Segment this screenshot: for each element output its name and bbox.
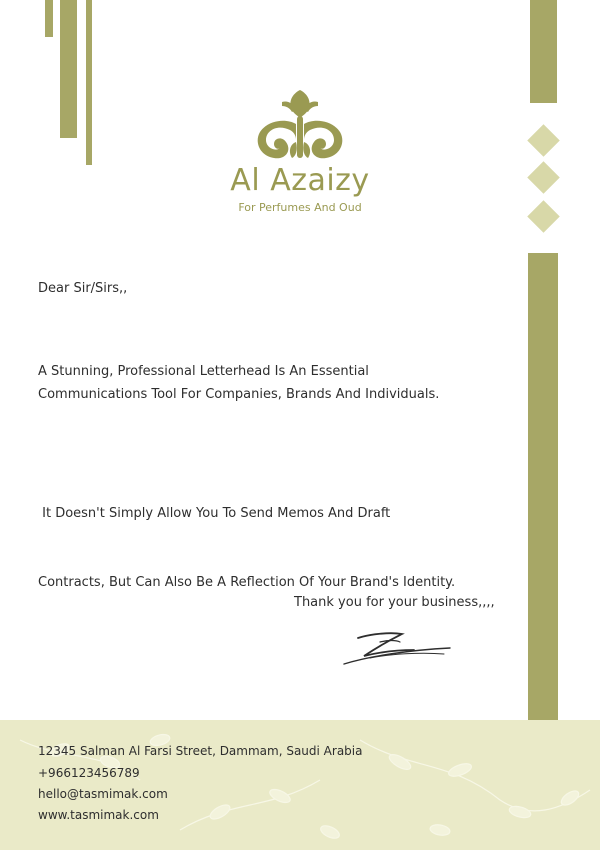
footer-panel [0,720,600,850]
flower-ornament-icon [252,84,348,168]
decor-bar-3 [86,0,92,165]
paragraph-1-line-1: A Stunning, Professional Letterhead Is An Essential [38,364,369,379]
closing-text: Thank you for your business,,,, [294,595,495,610]
paragraph-2-line-1: It Doesn't Simply Allow You To Send Memos And Draft [38,506,391,521]
brand-name: Al Azaizy [230,163,370,198]
greeting: Dear Sir/Sirs,, [38,281,128,296]
paragraph-2 [38,456,508,617]
paragraph-1-line-2: Communications Tool For Companies, Brands And Individuals. [38,387,440,402]
right-bar-top [530,0,557,103]
paragraph-1 [38,360,508,406]
decor-diamond-1 [527,124,560,157]
contact-website[interactable]: www.tasmimak.com [38,808,159,822]
contact-address: 12345 Salman Al Farsi Street, Dammam, Saudi Arabia [38,744,363,758]
contact-phone: +966123456789 [38,766,140,780]
decor-bar-2 [60,0,77,138]
brand-tagline: For Perfumes And Oud [238,201,362,214]
right-bar-long [528,253,558,720]
paragraph-2-line-2: Contracts, But Can Also Be A Reflection Of Your Brand's Identity. [38,575,456,590]
decor-bar-1 [45,0,53,37]
contact-email[interactable]: hello@tasmimak.com [38,787,168,801]
signature-scribble-icon [340,628,455,668]
leaf-pattern-icon [0,720,600,850]
